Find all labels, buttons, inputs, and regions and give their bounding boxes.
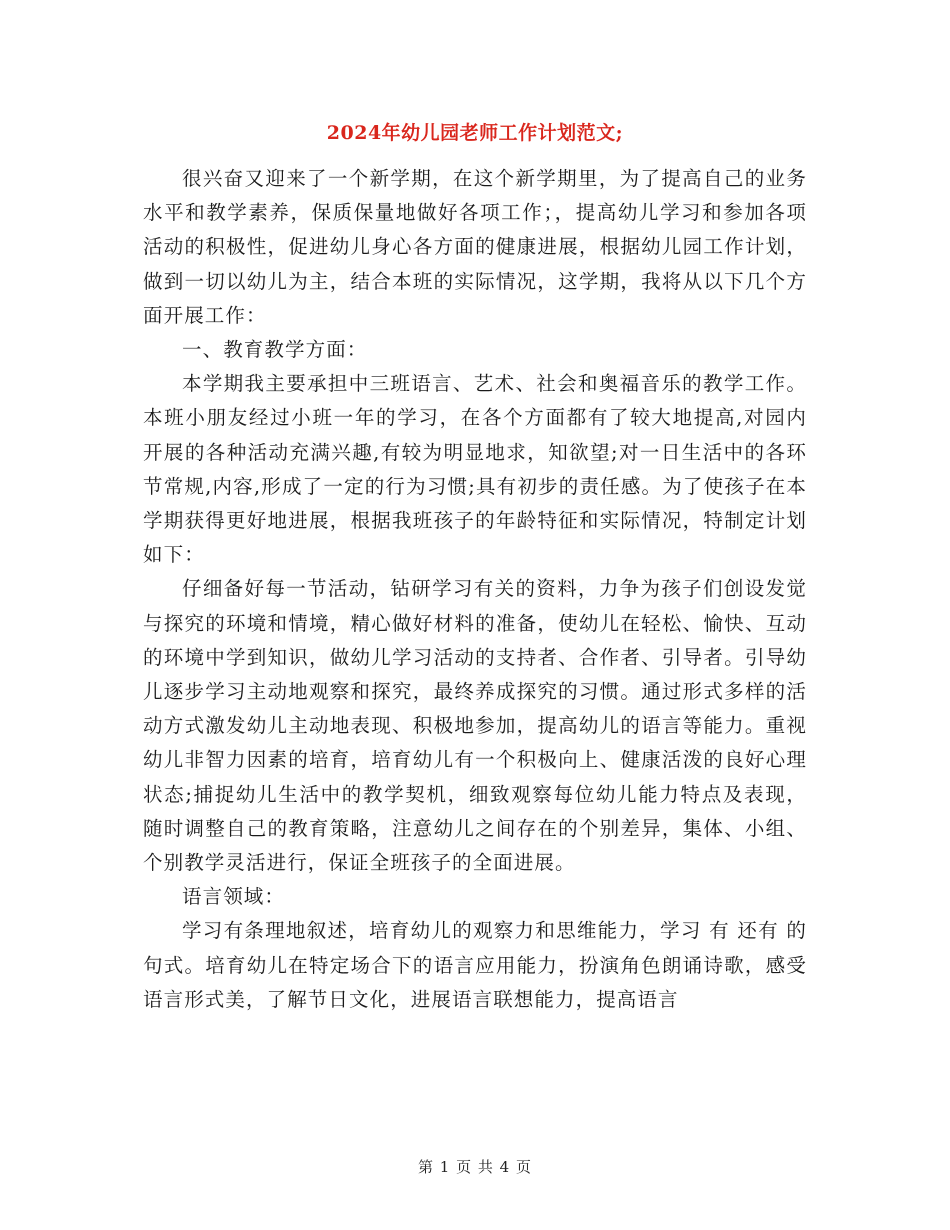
paragraph-teaching-overview: 本学期我主要承担中三班语言、艺术、社会和奥福音乐的教学工作。本班小朋友经过小班一年的学习，在各个方面都有了较大地提高,对园内开展的各种活动充满兴趣,有较为明显地求，知欲望;对一日生活中的各环节常规,内容,形成了一定的行为习惯;具有初步的责任感。为了使孩子在本学期获得更好地进展，根据我班孩子的年龄特征和实际情况，特制定计划如下：	[143, 372, 807, 567]
document-title: 2024年幼儿园老师工作计划范文;	[326, 122, 624, 144]
section-heading-teaching: 一、教育教学方面：	[182, 338, 368, 362]
paragraph-language: 学习有条理地叙述，培育幼儿的观察力和思维能力，学习 有 还有 的句式。培育幼儿在特定场合下的语言应用能力，扮演角色朗诵诗歌，感受语言形式美，了解节日文化，进展语言联想能力，提高语言	[143, 919, 807, 1011]
paragraph-intro: 很兴奋又迎来了一个新学期，在这个新学期里，为了提高自己的业务水平和教学素养，保质保量地做好各项工作；，提高幼儿学习和参加各项活动的积极性，促进幼儿身心各方面的健康进展，根据幼儿园工作计划，做到一切以幼儿为主，结合本班的实际情况，这学期，我将从以下几个方面开展工作：	[143, 167, 807, 327]
document-body	[143, 162, 807, 1017]
paragraph-teaching-plan: 仔细备好每一节活动，钻研学习有关的资料，力争为孩子们创设发觉与探究的环境和情境，精心做好材料的准备，使幼儿在轻松、愉快、互动的环境中学到知识，做幼儿学习活动的支持者、合作者、引导者。引导幼儿逐步学习主动地观察和探究，最终养成探究的习惯。通过形式多样的活动方式激发幼儿主动地表现、积极地参加，提高幼儿的语言等能力。重视幼儿非智力因素的培育，培育幼儿有一个积极向上、健康活泼的良好心理状态;捕捉幼儿生活中的教学契机，细致观察每位幼儿能力特点及表现，随时调整自己的教育策略，注意幼儿之间存在的个别差异，集体、小组、个别教学灵活进行，保证全班孩子的全面进展。	[143, 577, 807, 875]
page-number-footer: 第 1 页 共 4 页	[418, 1158, 532, 1176]
section-heading-language: 语言领域：	[182, 885, 286, 909]
